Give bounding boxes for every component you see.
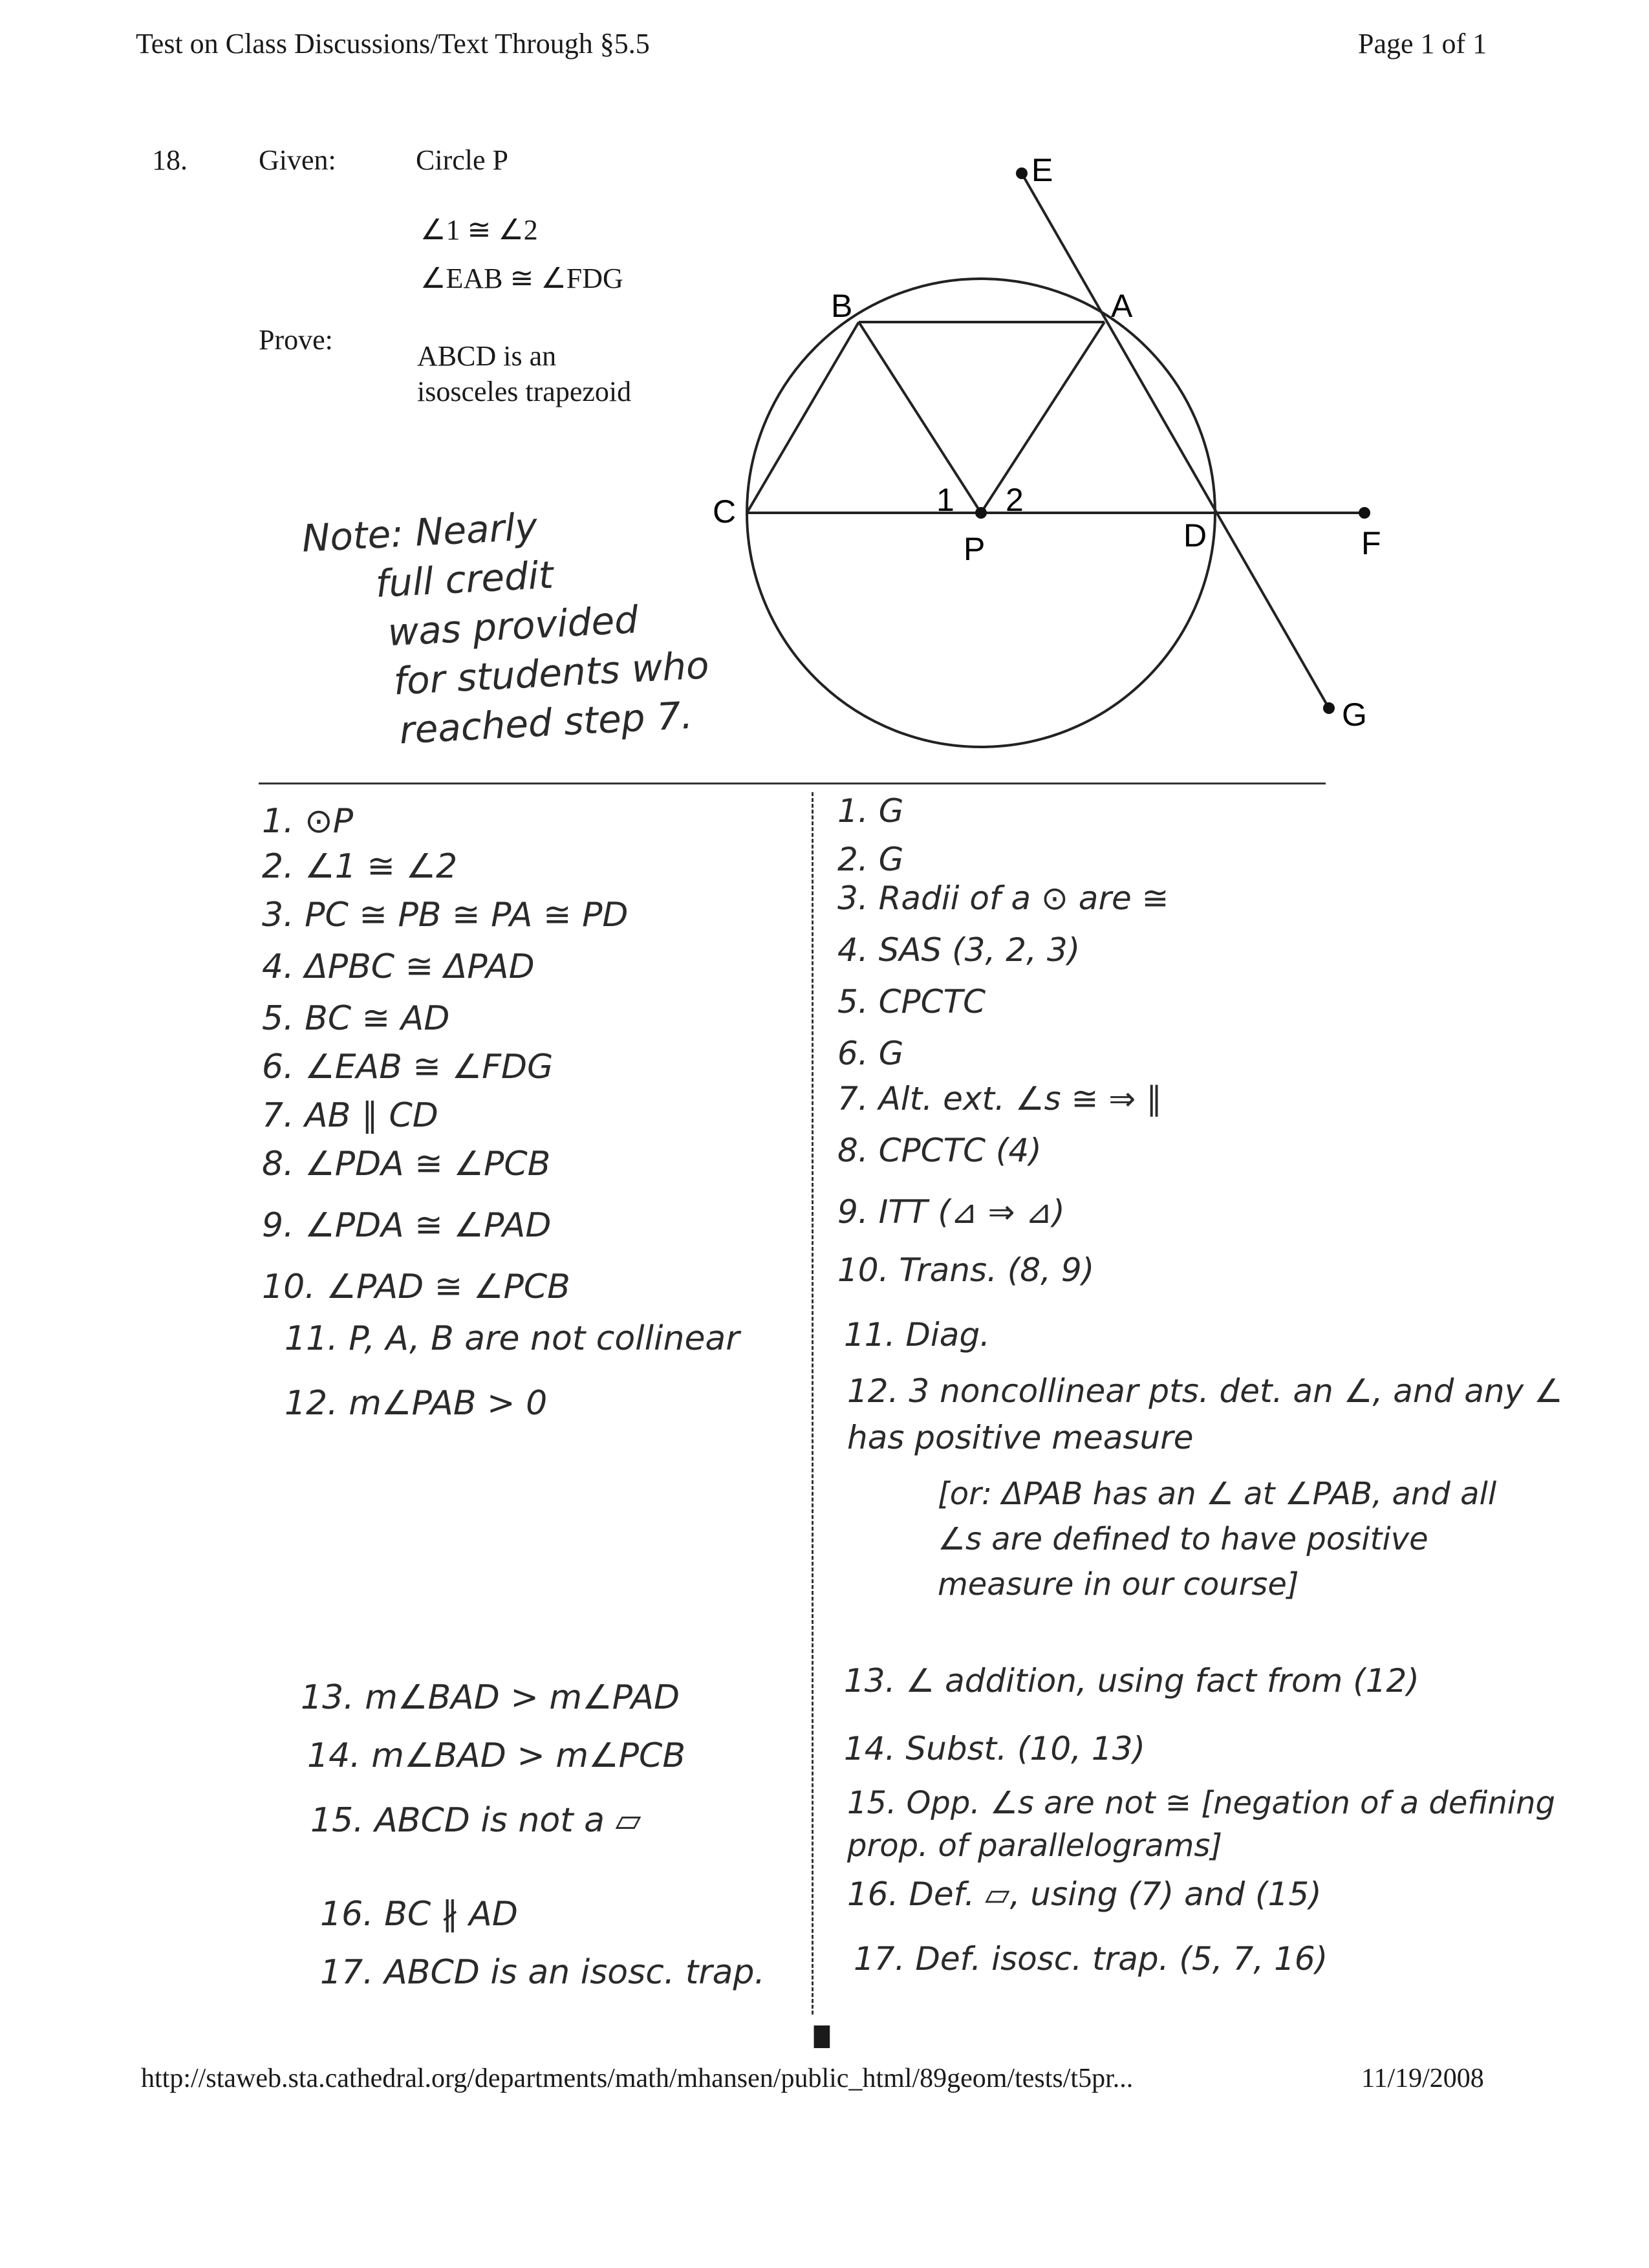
note-line: reached step 7. — [398, 693, 694, 753]
reason-5: 5. CPCTC — [837, 983, 986, 1021]
horizontal-divider — [259, 783, 1326, 784]
footer-url: http://staweb.sta.cathedral.org/departments/math/mhansen/public_html/89geom/tests/t5pr... — [141, 2064, 1134, 2093]
reason-16: 16. Def. ▱, using (7) and (15) — [847, 1875, 1322, 1913]
reason-2: 2. G — [837, 841, 904, 878]
statement-8: 8. ∠PDA ≅ ∠PCB — [262, 1145, 551, 1183]
reason-4: 4. SAS (3, 2, 3) — [837, 931, 1081, 969]
segment-bc — [747, 322, 859, 513]
qed-symbol: ∎ — [807, 2005, 837, 2059]
statement-1: 1. ⊙P — [262, 802, 354, 841]
statement-16: 16. BC ∦ AD — [320, 1895, 518, 1934]
note-line: was provided — [386, 597, 640, 655]
given-angles: ∠1 ≅ ∠2 — [420, 214, 538, 246]
note-line: Note: Nearly — [301, 504, 539, 561]
point-e — [1016, 167, 1028, 179]
reason-13: 13. ∠ addition, using fact from (12) — [844, 1662, 1419, 1700]
reason-3: 3. Radii of a ⊙ are ≅ — [837, 880, 1169, 917]
label-a: A — [1111, 288, 1133, 324]
given-label: Given: — [259, 144, 336, 176]
reason-10: 10. Trans. (8, 9) — [837, 1251, 1095, 1289]
label-g: G — [1342, 697, 1367, 733]
reason-7: 7. Alt. ext. ∠s ≅ ⇒ ∥ — [837, 1080, 1163, 1118]
prove-line-1: ABCD is an — [417, 340, 557, 372]
reason-6: 6. G — [837, 1035, 904, 1072]
reason-12-alternate: [or: ΔPAB has an ∠ at ∠PAB, and all ∠s are defined to have positive measure in our course] — [938, 1476, 1497, 1603]
header-title: Test on Class Discussions/Text Through §5.5 — [136, 28, 650, 59]
page-number: Page 1 of 1 — [1358, 28, 1487, 59]
reason-1: 1. G — [837, 792, 904, 830]
statement-15: 15. ABCD is not a ▱ — [310, 1801, 641, 1840]
problem-number: 18. — [152, 144, 188, 176]
column-divider — [812, 792, 814, 2014]
point-f — [1359, 507, 1370, 519]
given-circle: Circle P — [416, 144, 508, 176]
statement-9: 9. ∠PDA ≅ ∠PAD — [262, 1206, 552, 1245]
statement-10: 10. ∠PAD ≅ ∠PCB — [262, 1268, 570, 1306]
statement-11: 11. P, A, B are not collinear — [285, 1319, 740, 1358]
statement-7: 7. AB ∥ CD — [262, 1096, 438, 1135]
label-d: D — [1183, 517, 1207, 554]
reason-14: 14. Subst. (10, 13) — [844, 1730, 1146, 1767]
footer-date: 11/19/2008 — [1361, 2064, 1484, 2093]
label-angle-1: 1 — [936, 482, 954, 518]
segment-bp — [859, 322, 981, 513]
label-angle-2: 2 — [1006, 482, 1024, 518]
reason-12: 12. 3 noncollinear pts. det. an ∠, and any ∠ has positive measure — [847, 1372, 1563, 1456]
prove-label: Prove: — [259, 324, 333, 356]
note-line: for students who — [392, 643, 711, 704]
geometry-diagram — [0, 0, 1649, 808]
statement-17: 17. ABCD is an isosc. trap. — [320, 1953, 766, 1992]
point-g — [1323, 702, 1335, 714]
label-c: C — [713, 493, 737, 530]
label-f: F — [1361, 525, 1381, 561]
reason-8: 8. CPCTC (4) — [837, 1132, 1042, 1169]
given-eab-fdg: ∠EAB ≅ ∠FDG — [420, 263, 623, 294]
label-e: E — [1031, 152, 1053, 188]
label-b: B — [831, 288, 853, 324]
statement-6: 6. ∠EAB ≅ ∠FDG — [262, 1048, 554, 1086]
reason-15: 15. Opp. ∠s are not ≅ [negation of a defining prop. of parallelograms] — [847, 1785, 1556, 1864]
statement-5: 5. BC ≅ AD — [262, 999, 450, 1038]
segment-ap — [981, 322, 1105, 513]
reason-17: 17. Def. isosc. trap. (5, 7, 16) — [854, 1940, 1328, 1978]
prove-line-2: isosceles trapezoid — [417, 376, 632, 407]
line-eg — [1022, 173, 1329, 708]
statement-4: 4. ΔPBC ≅ ΔPAD — [262, 947, 535, 986]
statement-12: 12. m∠PAB > 0 — [285, 1384, 548, 1423]
point-p — [975, 507, 987, 519]
statement-3: 3. PC ≅ PB ≅ PA ≅ PD — [262, 896, 629, 934]
note-line: full credit — [374, 552, 555, 607]
statement-2: 2. ∠1 ≅ ∠2 — [262, 847, 458, 886]
reason-9: 9. ITT (⊿ ⇒ ⊿) — [837, 1193, 1065, 1231]
statement-13: 13. m∠BAD > m∠PAD — [301, 1678, 680, 1717]
statement-14: 14. m∠BAD > m∠PCB — [307, 1736, 686, 1775]
label-p: P — [964, 531, 986, 567]
reason-11: 11. Diag. — [844, 1316, 991, 1354]
